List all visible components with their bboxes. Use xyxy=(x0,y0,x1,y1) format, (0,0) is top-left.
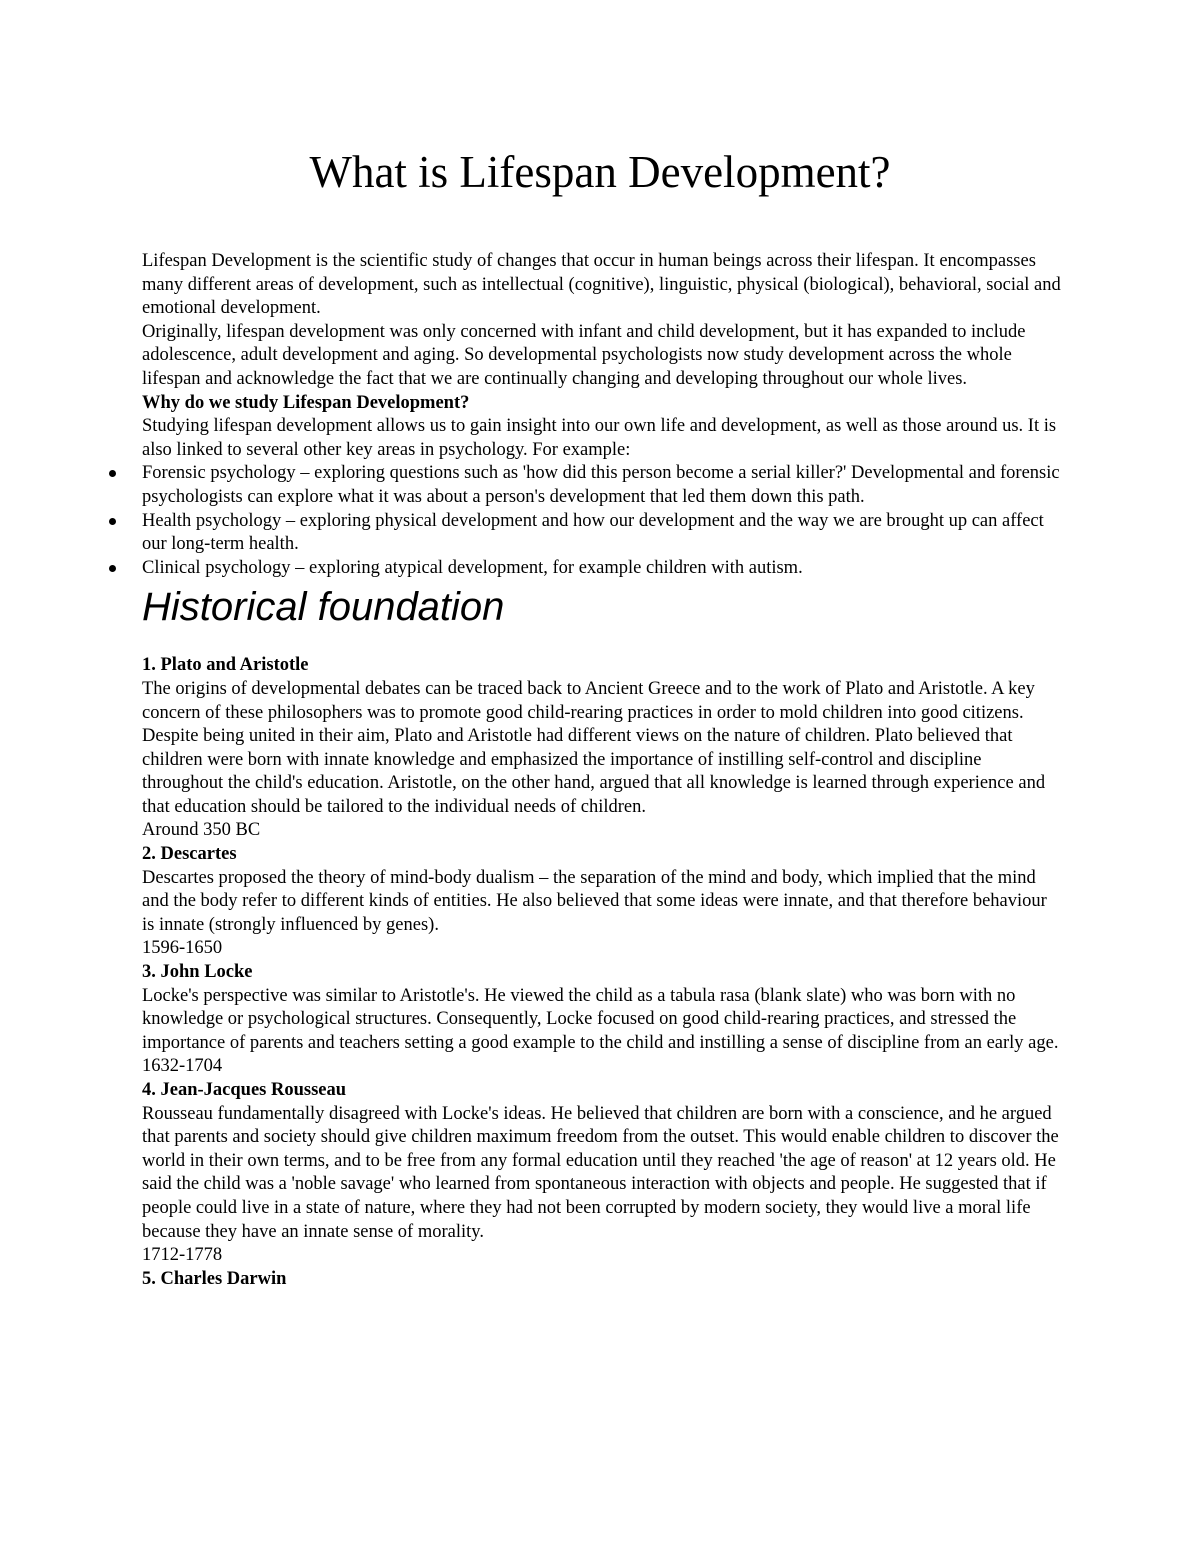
entry-text: Rousseau fundamentally disagreed with Locke's ideas. He believed that children are born with a conscience, and he argued that parents and society should give children maximum freedom from the outset. This would enable children to discover the world in their own terms, and to be free from any formal education until they reached 'the age of reason' at 12 years old. He said the child was a 'noble savage' who learned from spontaneous interaction with objects and people. He suggested that if people could live in a state of nature, where they had not been corrupted by modern society, they would live a moral life because they have an innate sense of morality. xyxy=(142,1103,1059,1242)
entry-date: Around 350 BC xyxy=(142,820,261,841)
entry-heading: 5. Charles Darwin xyxy=(142,1268,287,1289)
intro-paragraph: Lifespan Development is the scientific study of changes that occur in human beings across their lifespan. It encompasses many different areas of development, such as intellectual (cognitive), linguistic, physical (biological), behavioral, social and emotional development. xyxy=(142,251,1061,319)
bullet-icon xyxy=(109,470,116,477)
why-heading: Why do we study Lifespan Development? xyxy=(142,392,470,413)
entry-heading: 4. Jean-Jacques Rousseau xyxy=(142,1080,347,1100)
entry-date: 1712-1778 xyxy=(142,1245,223,1266)
list-item-text: Health psychology – exploring physical development and how our development and the way we are brought up can affect our long-term health. xyxy=(142,510,1044,555)
entry-heading: 2. Descartes xyxy=(142,844,237,865)
why-paragraph: Studying lifespan development allows us to gain insight into our own life and development, as well as those around us. It is also linked to several other key areas in psychology. For example: xyxy=(142,416,1057,460)
entry-date: 1632-1704 xyxy=(142,1056,223,1077)
bullet-icon xyxy=(109,565,116,572)
entry-text: Descartes proposed the theory of mind-body dualism – the separation of the mind and body, which implied that the mind and the body refer to different kinds of entities. He also believed that some ideas were innate, and that therefore behaviour is innate (strongly influenced by genes). xyxy=(142,867,1047,935)
document-body xyxy=(142,250,1062,1291)
entry-heading: 1. Plato and Aristotle xyxy=(142,655,309,676)
page-title: What is Lifespan Development? xyxy=(309,147,891,197)
entry-heading: 3. John Locke xyxy=(142,962,253,983)
list-item xyxy=(142,510,1062,557)
entry-text: Locke's perspective was similar to Aristotle's. He viewed the child as a tabula rasa (blank slate) who was born with no knowledge or psychological structures. Consequently, Locke focused on good child-rearing practices, and stressed the importance of parents and teachers setting a good example to the child and instilling a sense of discipline from an early age. xyxy=(142,985,1059,1053)
entry-date: 1596-1650 xyxy=(142,938,223,959)
section-heading: Historical foundation xyxy=(142,585,505,630)
intro-paragraph: Originally, lifespan development was only concerned with infant and child development, but it has expanded to include adolescence, adult development and aging. So developmental psychologists now study development across the whole lifespan and acknowledge the fact that we are continually changing and developing throughout our whole lives. xyxy=(142,321,1026,389)
bullet-icon xyxy=(109,518,116,525)
list-item-text: Clinical psychology – exploring atypical development, for example children with autism. xyxy=(142,557,803,578)
list-item xyxy=(142,557,1062,581)
examples-list xyxy=(142,462,1062,580)
list-item xyxy=(142,462,1062,509)
list-item-text: Forensic psychology – exploring questions such as 'how did this person become a serial killer?' Developmental and forensic psychologists can explore what it was about a person's development that led them down this path. xyxy=(142,463,1060,507)
entry-text: The origins of developmental debates can be traced back to Ancient Greece and to the work of Plato and Aristotle. A key concern of these philosophers was to promote good child-rearing practices in order to mold children into good citizens. Despite being united in their aim, Plato and Aristotle had different views on the nature of children. Plato believed that children were born with innate knowledge and emphasized the importance of instilling self-control and discipline throughout the child's education. Aristotle, on the other hand, argued that all knowledge is learned through experience and that education should be tailored to the individual needs of children. xyxy=(142,678,1046,817)
